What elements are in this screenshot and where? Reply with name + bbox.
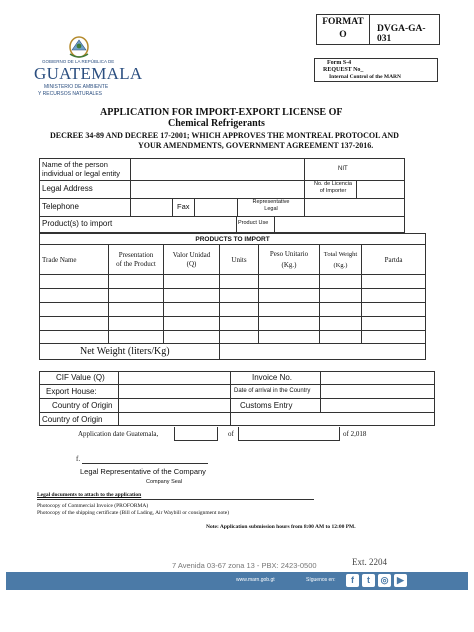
twitter-icon[interactable]: t — [362, 574, 375, 587]
products-header-row — [40, 245, 426, 275]
footer-website[interactable]: www.marn.gob.gt — [236, 577, 275, 583]
name-label: Name of the person individual or legal entity — [42, 160, 120, 178]
product-row[interactable] — [40, 275, 426, 289]
attachment-item-1: Photocopy of Commercial Invoice (PROFORMA) — [37, 503, 149, 509]
invoice-field[interactable] — [321, 372, 434, 384]
products-section-title: PRODUCTS TO IMPORT — [40, 234, 426, 245]
country-origin-field-1[interactable] — [119, 399, 229, 412]
logo-sub-1: MINISTERIO DE AMBIENTE — [44, 84, 109, 90]
form-number: Form S-4 — [327, 60, 352, 66]
customs-entry-field[interactable] — [321, 399, 434, 412]
logo-top-text: GOBIERNO DE LA REPÚBLICA DE — [42, 59, 115, 64]
name-field[interactable] — [131, 159, 303, 179]
products-field[interactable] — [131, 217, 235, 232]
coat-of-arms-icon — [66, 34, 92, 58]
col-unit-weight: Peso Unitario (Kg.) — [259, 245, 320, 275]
date-month-field[interactable] — [238, 427, 340, 441]
net-weight-label: Net Weight (liters/Kg) — [40, 344, 220, 360]
invoice-label: Invoice No. — [252, 373, 293, 382]
date-day-field[interactable] — [174, 427, 218, 441]
legal-rep-signature-label: Legal Representative of the Company — [80, 467, 206, 476]
decree-line-1: DECREE 34-89 AND DECREE 17-2001; WHICH APPROVES THE MONTREAL PROTOCOL AND — [50, 131, 399, 140]
footer-address: 7 Avenida 03-67 zona 13 - PBX: 2423-0500 — [172, 561, 317, 570]
col-trade-name: Trade Name — [40, 245, 109, 275]
format-code: DVGA-GA-031 — [377, 24, 426, 44]
product-row[interactable] — [40, 317, 426, 331]
arrival-date-label: Date of arrival in the Country — [234, 388, 311, 394]
facebook-icon[interactable]: f — [346, 574, 359, 587]
importer-no-field[interactable] — [357, 181, 404, 197]
attachment-item-2: Photocopy of the shipping certificate (Bill of Lading, Air Waybill or consignment note) — [37, 510, 230, 516]
decree-line-2: YOUR AMENDMENTS, GOVERNMENT AGREEMENT 137-2016. — [138, 141, 374, 150]
address-field[interactable] — [131, 181, 303, 197]
product-use-field[interactable] — [275, 217, 404, 232]
country-origin-field-2[interactable] — [119, 413, 229, 425]
importer-no-label: No. de Licencia of Importer — [314, 181, 352, 194]
instagram-icon[interactable]: ◎ — [378, 574, 391, 587]
logo-main-text: GUATEMALA — [34, 64, 143, 83]
format-box — [316, 14, 440, 45]
legal-rep-field[interactable] — [305, 199, 404, 215]
application-date-label: Application date Guatemala, — [78, 430, 159, 438]
col-presentation: Presentation of the Product — [109, 245, 164, 275]
footer-follow: Síguenos en: — [306, 577, 336, 583]
export-house-field[interactable] — [119, 385, 229, 398]
net-weight-field[interactable] — [220, 344, 259, 360]
title-line-2: Chemical Refrigerants — [168, 118, 265, 129]
arrival-date-field[interactable] — [321, 385, 434, 398]
request-box — [314, 58, 438, 82]
youtube-icon[interactable]: ▶ — [394, 574, 407, 587]
cif-label: CIF Value (Q) — [56, 373, 105, 382]
fax-label: Fax — [177, 202, 190, 211]
fax-field[interactable] — [195, 199, 236, 215]
country-origin-label-1: Country of Origin — [52, 401, 113, 410]
format-label: FORMAT O — [322, 17, 364, 40]
products-table — [39, 233, 426, 360]
telephone-field[interactable] — [131, 199, 171, 215]
f-label: f. — [76, 455, 81, 463]
of-label: of — [228, 430, 234, 438]
cif-field[interactable] — [119, 372, 229, 384]
internal-control: Internal Control of the MARN — [329, 74, 402, 80]
col-units: Units — [220, 245, 259, 275]
year-label: of 2,018 — [343, 430, 367, 438]
export-house-label: Export House: — [46, 387, 97, 396]
col-total-weight: Total Weight (Kg.) — [320, 245, 362, 275]
nit-label: NIT — [338, 166, 348, 172]
title-line-1: APPLICATION FOR IMPORT-EXPORT LICENSE OF — [100, 107, 343, 118]
legal-rep-label: Representative Legal — [252, 199, 290, 212]
product-row[interactable] — [40, 303, 426, 317]
nit-field[interactable] — [352, 159, 404, 179]
col-partida: Partda — [362, 245, 426, 275]
footer-ext: Ext. 2204 — [352, 557, 387, 567]
attachments-heading: Legal documents to attach to the application — [37, 492, 142, 498]
address-label: Legal Address — [42, 184, 93, 193]
signature-line[interactable] — [82, 455, 208, 464]
logo-sub-2: Y RECURSOS NATURALES — [38, 91, 102, 97]
product-row[interactable] — [40, 331, 426, 344]
telephone-label: Telephone — [42, 202, 79, 211]
footer-bar — [6, 572, 468, 590]
submission-note: Note: Application submission hours from 8:00 AM to 12:00 PM. — [206, 524, 356, 530]
product-use-label: Product Use — [238, 220, 269, 226]
request-label: REQUEST No_ — [323, 67, 364, 73]
products-label: Product(s) to import — [42, 219, 113, 228]
col-unit-value: Valor Unidad (Q) — [164, 245, 220, 275]
country-origin-label-2: Country of Origin — [42, 415, 103, 424]
company-seal-label: Company Seal — [146, 479, 183, 485]
product-row[interactable] — [40, 289, 426, 303]
customs-entry-label: Customs Entry — [240, 401, 293, 410]
marn-logo — [34, 34, 143, 106]
